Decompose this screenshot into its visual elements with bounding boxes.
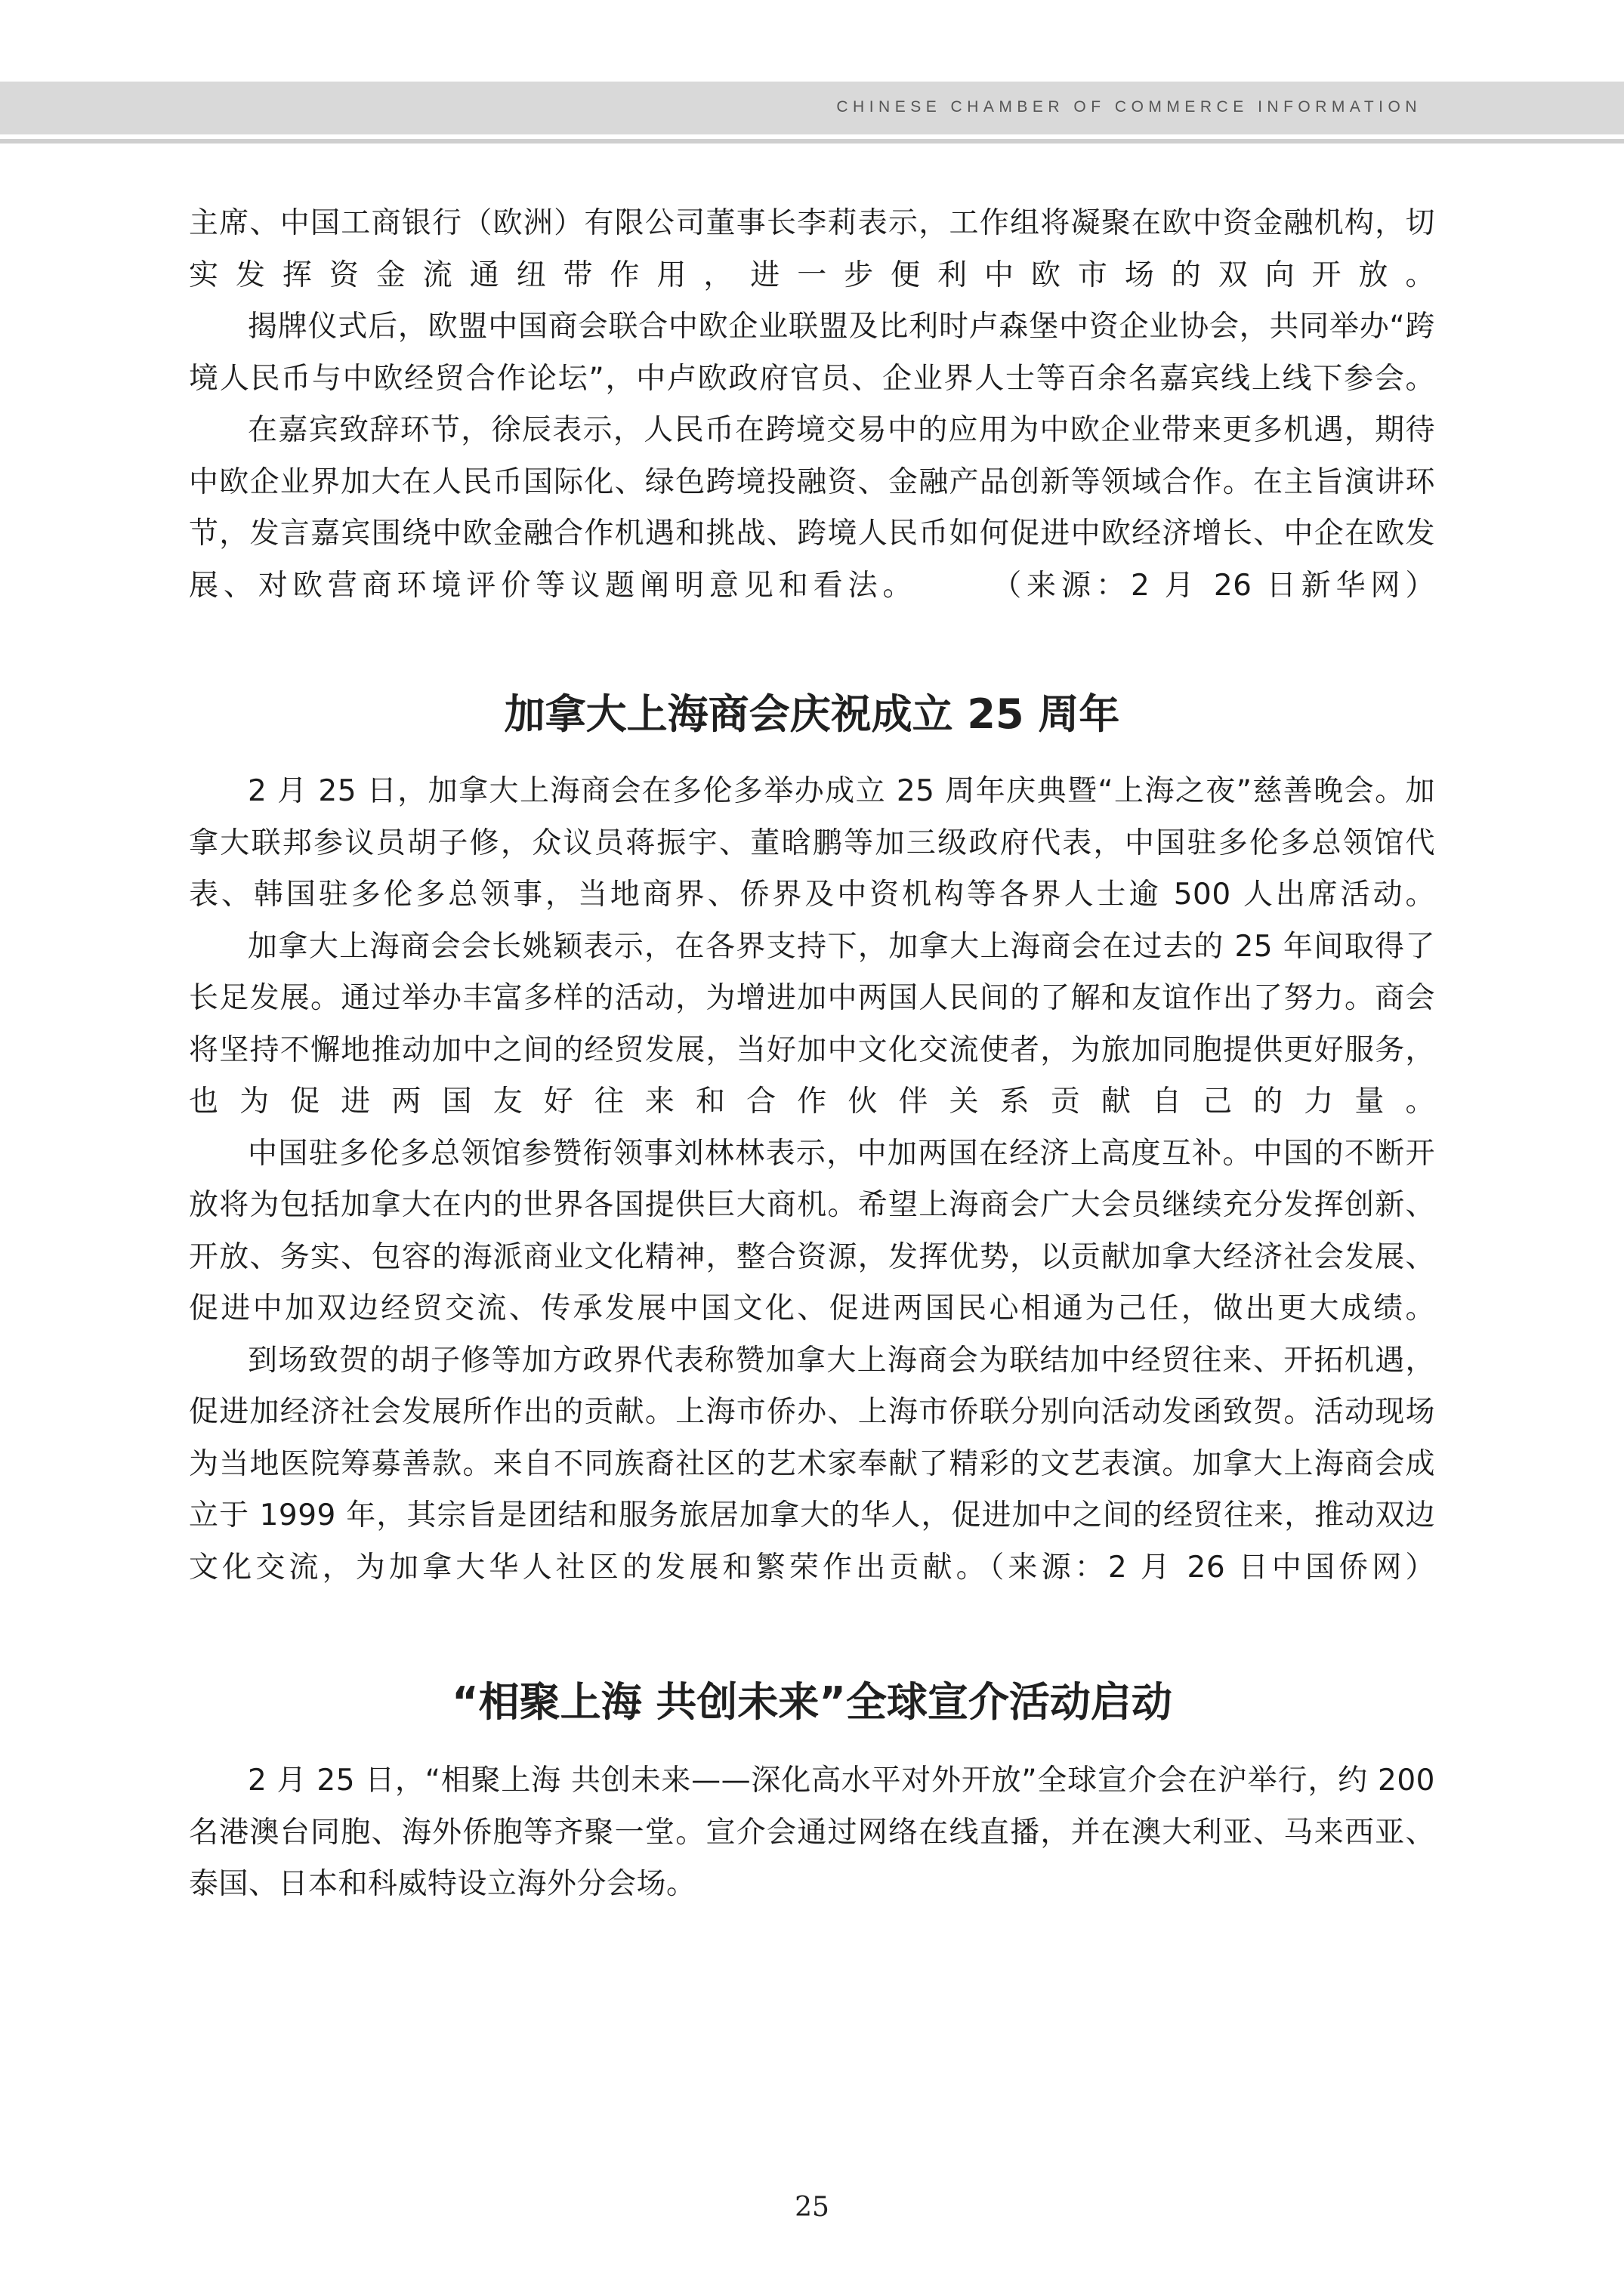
source-citation: （来源：2 月 26 日中国侨网）	[989, 1550, 1435, 1585]
article-shanghai-chamber-canada	[189, 766, 1435, 1594]
header-divider	[0, 139, 1624, 144]
running-header: CHINESE CHAMBER OF COMMERCE INFORMATION	[836, 98, 1422, 116]
body-paragraph	[189, 1335, 1435, 1594]
paragraph-text: 到场致贺的胡子修等加方政界代表称赞加拿大上海商会为联结加中经贸往来、开拓机遇，促进加经济社会发展所作出的贡献。上海市侨办、上海市侨联分别向活动发函致贺。活动现场为当地医院筹募善款。来自不同族裔社区的艺术家奉献了精彩的文艺表演。加拿大上海商会成立于 1999 年，其宗旨是团结和服务旅居加拿大的华人，促进加中之间的经贸往来，推动双边文化交流，为加拿大华人社区的发展和繁荣作出贡献。	[189, 1343, 1435, 1585]
page-content	[189, 198, 1435, 1911]
body-paragraph: 中国驻多伦多总领馆参赞衔领事刘林林表示，中加两国在经济上高度互补。中国的不断开放将为包括加拿大在内的世界各国提供巨大商机。希望上海商会广大会员继续充分发挥创新、开放、务实、包容的海派商业文化精神，整合资源，发挥优势，以贡献加拿大经济社会发展、促进中加双边经贸交流、传承发展中国文化、促进两国民心相通为己任，做出更大成绩。	[189, 1136, 1435, 1325]
body-paragraph: 2 月 25 日，加拿大上海商会在多伦多举办成立 25 周年庆典暨“上海之夜”慈善晚会。加拿大联邦参议员胡子修，众议员蒋振宇、董晗鹏等加三级政府代表，中国驻多伦多总领馆代表、韩国驻多伦多总领事，当地商界、侨界及中资机构等各界人士逾 500 人出席活动。	[189, 774, 1435, 912]
body-paragraph: 揭牌仪式后，欧盟中国商会联合中欧企业联盟及比利时卢森堡中资企业协会，共同举办“跨境人民币与中欧经贸合作论坛”，中卢欧政府官员、企业界人士等百余名嘉宾线上线下参会。	[189, 310, 1435, 396]
body-paragraph: 加拿大上海商会会长姚颖表示，在各界支持下，加拿大上海商会在过去的 25 年间取得了长足发展。通过举办丰富多样的活动，为增进加中两国人民间的了解和友谊作出了努力。商会将坚持不懈地推动加中之间的经贸发展，当好加中文化交流使者，为旅加同胞提供更好服务，也为促进两国友好往来和合作伙伴关系贡献自己的力量。	[189, 929, 1435, 1119]
article-title: “相聚上海 共创未来”全球宣介活动启动	[452, 1678, 1172, 1726]
source-citation: （来源：2 月 26 日新华网）	[1006, 568, 1435, 603]
paragraph-text: 在嘉宾致辞环节，徐辰表示，人民币在跨境交易中的应用为中欧企业带来更多机遇，期待中欧企业界加大在人民币国际化、绿色跨境投融资、金融产品创新等领域合作。在主旨演讲环节，发言嘉宾围绕中欧金融合作机遇和挑战、跨境人民币如何促进中欧经济增长、中企在欧发展、对欧营商环境评价等议题阐明意见和看法。	[189, 413, 1435, 603]
body-paragraph	[189, 405, 1435, 612]
article-global-promotion	[189, 1755, 1435, 1911]
page-number: 25	[795, 2192, 829, 2223]
article-title: 加拿大上海商会庆祝成立 25 周年	[504, 690, 1120, 738]
article-continued	[189, 198, 1435, 612]
body-paragraph: 主席、中国工商银行（欧洲）有限公司董事长李莉表示，工作组将凝聚在欧中资金融机构，切实发挥资金流通纽带作用，进一步便利中欧市场的双向开放。	[189, 206, 1435, 292]
body-paragraph: 2 月 25 日，“相聚上海 共创未来——深化高水平对外开放”全球宣介会在沪举行，约 200 名港澳台同胞、海外侨胞等齐聚一堂。宣介会通过网络在线直播，并在澳大利亚、马来西亚、泰国、日本和科威特设立海外分会场。	[189, 1764, 1435, 1901]
